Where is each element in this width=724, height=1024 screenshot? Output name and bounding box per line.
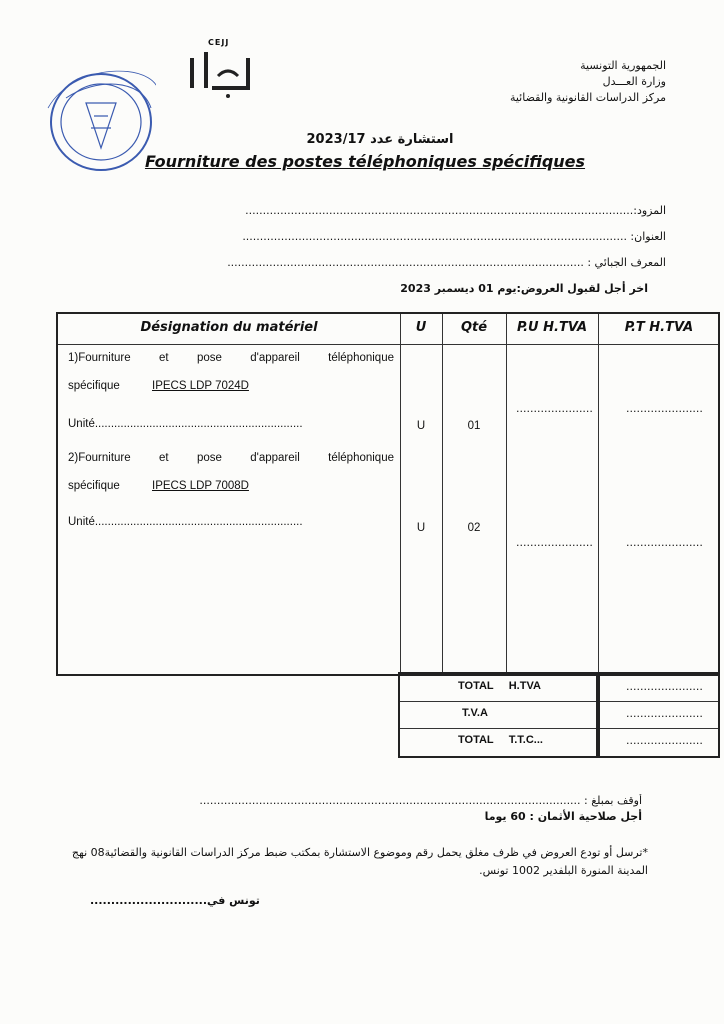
total-ht-label: TOTAL H.TVA — [458, 680, 541, 692]
header-unit: U — [415, 320, 427, 335]
item-1-pu: ...................... — [516, 402, 593, 415]
total-ht-value: ...................... — [626, 680, 703, 693]
header-center: مركز الدراسات القانونية والقضائية — [509, 91, 666, 104]
item-2-u: U — [416, 522, 426, 534]
item-1-u: U — [416, 420, 426, 432]
item-2-pt: ...................... — [626, 536, 703, 549]
address-field: العنوان: .............................................................................................................. — [242, 230, 666, 243]
tva-value: ...................... — [626, 707, 703, 720]
item-2-line1: 2)Fourniture et pose d'appareil téléphonique — [68, 452, 394, 464]
ministry-logo — [168, 36, 260, 108]
header-pt: P.T H.TVA — [624, 320, 694, 335]
tva-label: T.V.A — [462, 707, 488, 719]
header-country: الجمهورية التونسية — [580, 59, 666, 72]
item-1-pt: ...................... — [626, 402, 703, 415]
totals-labels-box — [398, 672, 598, 758]
logo-text: CEJJ — [208, 38, 230, 47]
header-block — [406, 58, 666, 106]
total-ttc-value: ...................... — [626, 734, 703, 747]
totals-values-box — [598, 672, 720, 758]
place-date: تونس في............................ — [90, 894, 260, 907]
item-2-model: IPECS LDP 7008D — [152, 480, 249, 492]
items-table — [56, 312, 720, 676]
header-ministry: وزارة العـــدل — [602, 75, 666, 88]
item-2-pu: ...................... — [516, 536, 593, 549]
document-title: Fourniture des postes téléphoniques spécifiques — [144, 152, 586, 171]
deadline-text: اخر أجل لقبول العروض:يوم 01 ديسمبر 2023 — [400, 282, 648, 295]
consultation-number: استشارة عدد 2023/17 — [306, 132, 454, 147]
item-1-line1: 1)Fourniture et pose d'appareil téléphonique — [68, 352, 394, 364]
validity-text: أجل صلاحية الأثمان : 60 يوما — [484, 810, 642, 823]
header-designation: Désignation du matériel — [140, 320, 318, 335]
supplier-field: المزود:............................................................................................................... — [245, 204, 666, 217]
item-2-qty: 02 — [467, 522, 481, 534]
item-1-qty: 01 — [467, 420, 481, 432]
note-line2: المدينة المنورة البلفدير 1002 تونس. — [479, 864, 648, 877]
header-qty: Qté — [460, 320, 488, 335]
item-1-specifique: spécifique — [68, 380, 120, 392]
item-1-model: IPECS LDP 7024D — [152, 380, 249, 392]
amount-field: أوقف بمبلغ : ............................................................................................................. — [199, 794, 642, 807]
item-2-unit-line: Unité................................................................. — [68, 516, 303, 528]
tax-id-field: المعرف الجبائي : ...................................................................................................... — [227, 256, 666, 269]
total-ttc-label: TOTAL T.T.C... — [458, 734, 543, 746]
table-header-row — [58, 314, 718, 345]
note-line1: *ترسل أو تودع العروض في ظرف مغلق يحمل رقم وموضوع الاستشارة بمكتب ضبط مركز الدراسات القانونية والقضائية08 نهج — [71, 846, 648, 859]
header-pu: P.U H.TVA — [516, 320, 588, 335]
item-2-specifique: spécifique — [68, 480, 120, 492]
item-1-unit-line: Unité................................................................. — [68, 418, 303, 430]
